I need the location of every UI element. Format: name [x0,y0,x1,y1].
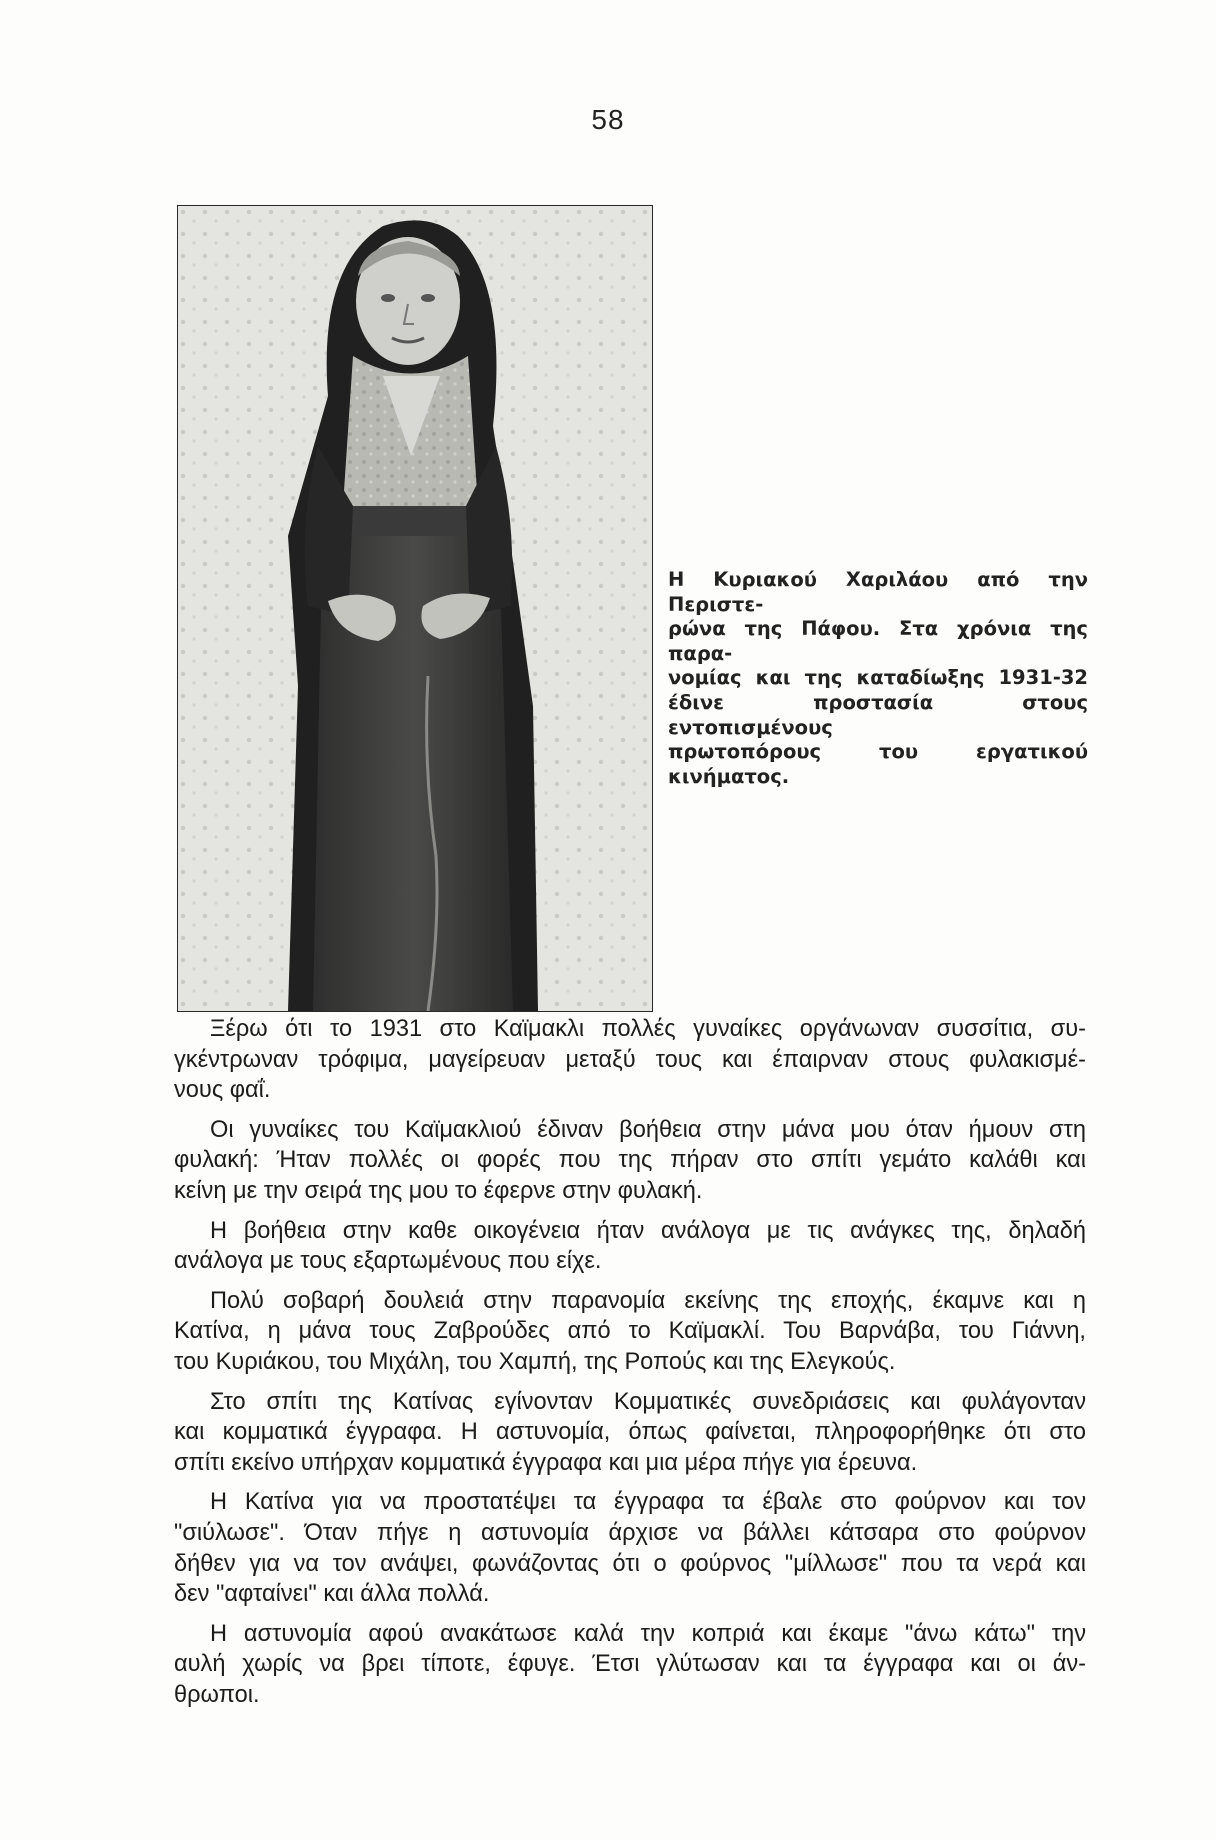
text-line: και κομματικά έγγραφα. Η αστυνομία, όπως φαίνεται, πληροφορήθηκε ότι στο [174,1419,1086,1446]
paragraph [174,1619,1086,1711]
text-line: Η αστυνομία αφού ανακάτωσε καλά την κοπριά και έκαμε "άνω κάτω" την [210,1620,1086,1647]
text-line: "σιύλωσε". Όταν πήγε η αστυνομία άρχισε να βάλλει κάτσαρα στο φούρνον [174,1519,1086,1546]
portrait-illustration [178,206,652,1011]
paragraph [174,1014,1086,1106]
text-line: φυλακή: Ήταν πολλές οι φορές που της πήραν στο σπίτι γεμάτο καλάθι και [174,1147,1086,1174]
paragraph [174,1387,1086,1479]
text-line: Κατίνα, η μάνα τους Ζαβρούδες από το Καϊμακλί. Του Βαρνάβα, του Γιάννη, [174,1318,1086,1345]
text-line: δεν "αφταίνει" και άλλα πολλά. [174,1581,490,1608]
text-line: Η Κατίνα για να προστατέψει τα έγγραφα τα έβαλε στο φούρνον και τον [210,1489,1086,1516]
text-line: Πολύ σοβαρή δουλειά στην παρανομία εκείνης της εποχής, έκαμνε και η [210,1287,1086,1314]
paragraph [174,1286,1086,1378]
text-line: Ξέρω ότι το 1931 στο Καϊμακλι πολλές γυναίκες οργάνωναν συσσίτια, συ- [210,1016,1086,1042]
text-line: του Κυριάκου, του Μιχάλη, του Χαμπή, της Ροπούς και της Ελεγκούς. [174,1348,896,1375]
caption-line: Η Κυριακού Χαριλάου από την Περιστε- [668,568,1088,616]
body-text [174,1014,1086,1719]
paragraph [174,1115,1086,1207]
text-line: δήθεν για να τον ανάψει, φωνάζοντας ότι ο φούρνος "μίλλωσε" που τα νερά και [174,1550,1086,1577]
text-line: θρωποι. [174,1681,260,1708]
photo-caption [668,568,1088,789]
text-line: σπίτι εκείνο υπήρχαν κομματικά έγγραφα και μια μέρα πήγε για έρευνα. [174,1449,918,1476]
text-line: αυλή χωρίς να βρει τίποτε, έφυγε. Έτσι γλύτωσαν και τα έγγραφα και οι άν- [174,1651,1086,1678]
caption-line: πρωτοπόρους του εργατικού κινήματος. [668,740,1088,788]
portrait-photo [177,205,653,1012]
caption-line: νομίας και της καταδίωξης 1931-32 [668,666,1088,690]
text-line: νους φαΐ. [174,1077,271,1104]
caption-line: ρώνα της Πάφου. Στα χρόνια της παρα- [668,617,1088,665]
text-line: γκέντρωναν τρόφιμα, μαγείρευαν μεταξύ τους και έπαιρναν στους φυλακισμέ- [174,1046,1086,1073]
paragraph [174,1487,1086,1609]
page-number: 58 [591,104,625,135]
caption-line: έδινε προστασία στους εντοπισμένους [668,690,1088,739]
text-line: ανάλογα με τους εξαρτωμένους που είχε. [174,1248,602,1275]
paragraph [174,1216,1086,1277]
text-line: Η βοήθεια στην καθε οικογένεια ήταν ανάλογα με τις ανάγκες της, δηλαδή [210,1217,1086,1244]
text-line: Στο σπίτι της Κατίνας εγίνονταν Κομματικές συνεδριάσεις και φυλάγονταν [210,1388,1086,1415]
text-line: Οι γυναίκες του Καϊμακλιού έδιναν βοήθεια στην μάνα μου όταν ήμουν στη [210,1116,1086,1143]
text-line: κείνη με την σειρά της μου το έφερνε στην φυλακή. [174,1177,703,1204]
